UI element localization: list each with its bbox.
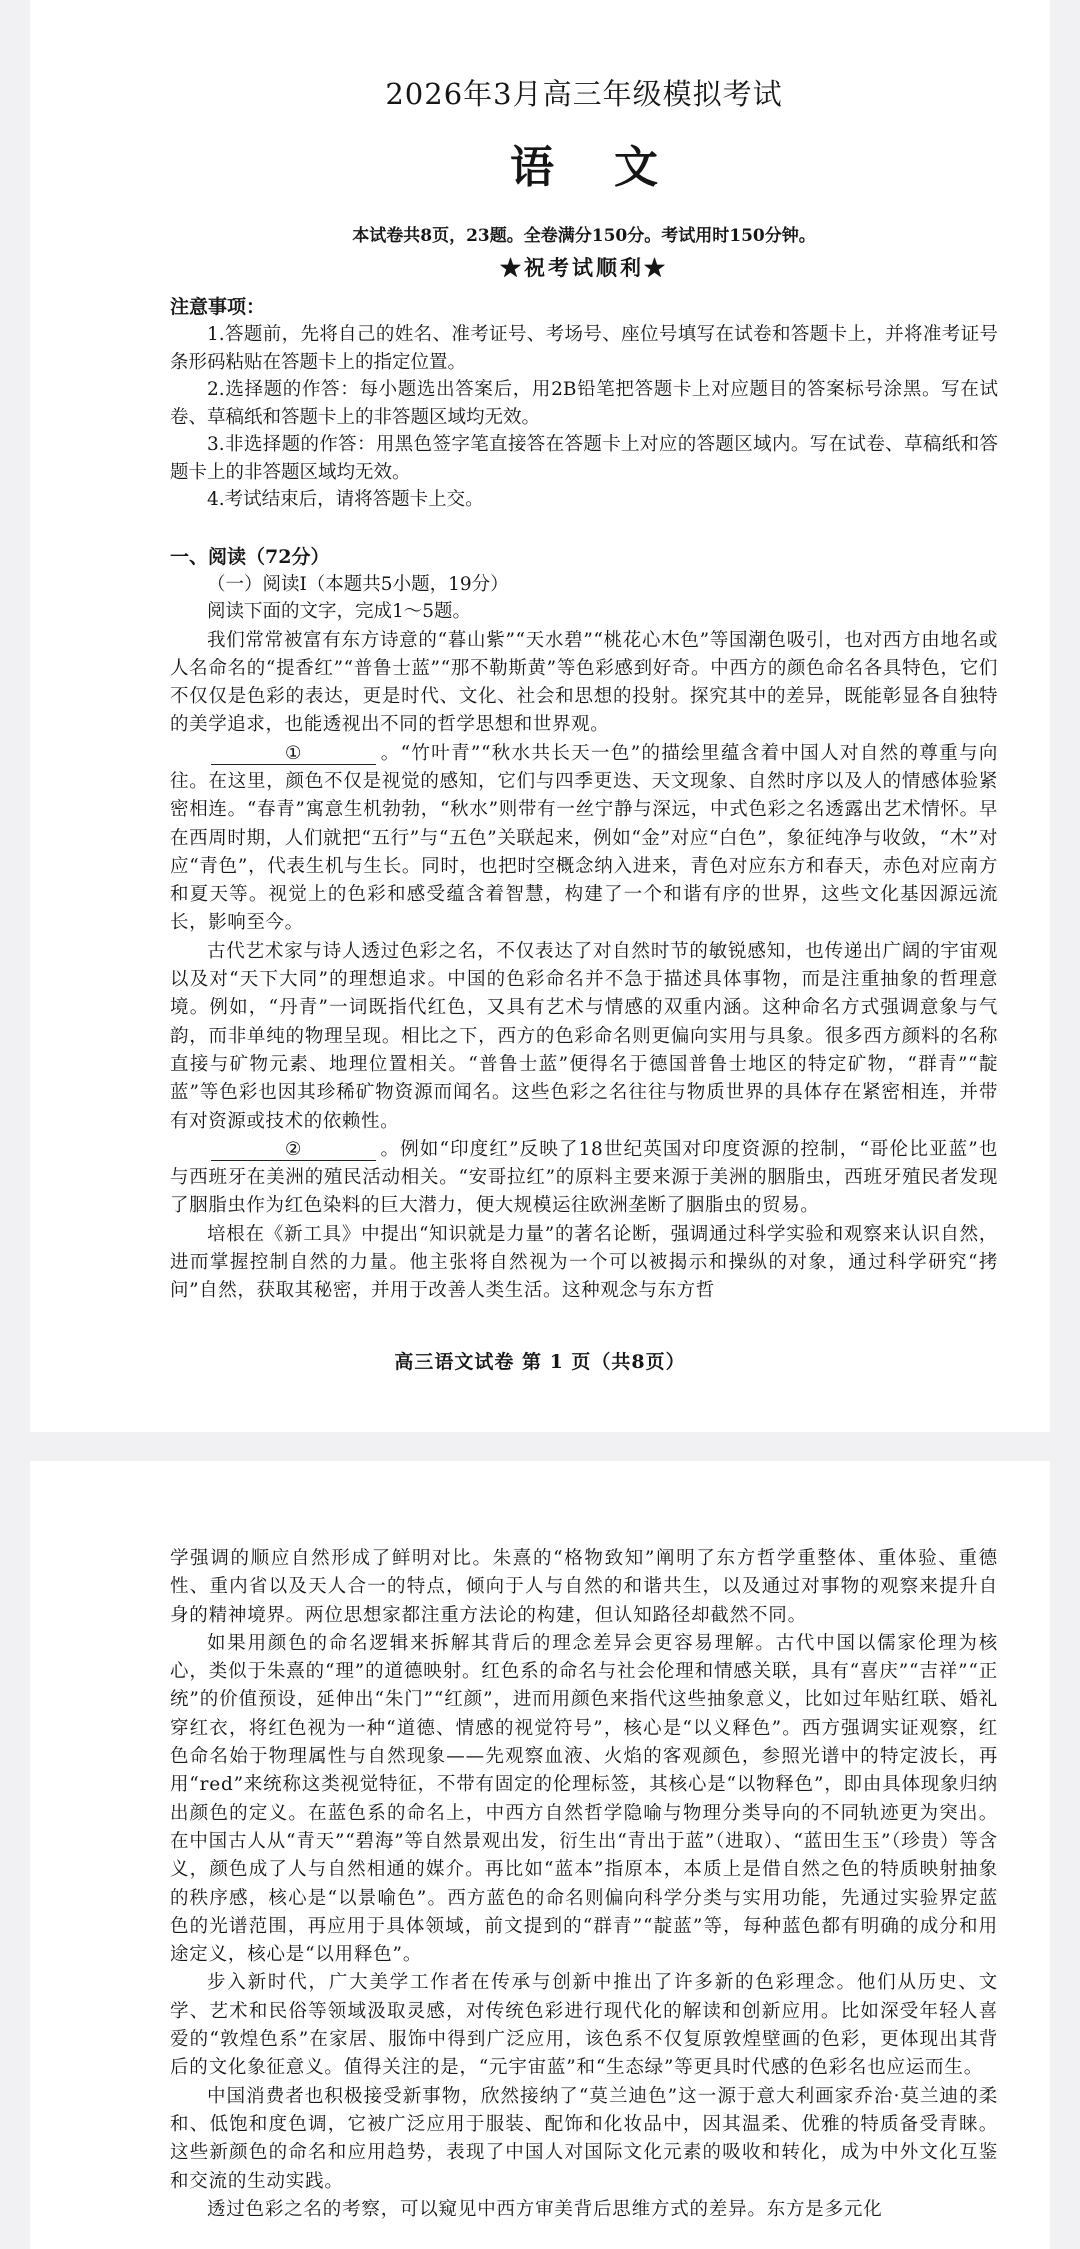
subject-title: 语文	[510, 142, 718, 193]
blank-number: ②	[284, 1138, 303, 1160]
passage-paragraph: 我们常常被富有东方诗意的“暮山紫”“天水碧”“桃花心木色”等国潮色吸引，也对西方由地名或人名命名的“提香红”“普鲁士蓝”“那不勒斯黄”等色彩感到好奇。中西方的颜色命名各具特色，它们不仅仅是色彩的表达，更是时代、文化、社会和思想的投射。探究其中的差异，既能彰显各自独特的美学追求，也能透视出不同的哲学思想和世界观。	[170, 629, 998, 736]
notice-title: 注意事项：	[170, 296, 266, 318]
passage-paragraph: 如果用颜色的命名逻辑来拆解其背后的理念差异会更容易理解。古代中国以儒家伦理为核心，类似于朱熹的“理”的道德映射。红色系的命名与社会伦理和情感关联，具有“喜庆”“吉祥”“正统”的价值预设，延伸出“朱门”“红颜”，进而用颜色来指代这些抽象意义，比如过年贴红联、婚礼穿红衣，将红色视为一种“道德、情感的视觉符号”，核心是“以义释色”。西方强调实证观察，红色命名始于物理属性与自然现象——先观察血液、火焰的客观颜色，参照光谱中的特定波长，再用“red”来统称这类视觉特征，不带有固定的伦理标签，其核心是“以物释色”，即由具体现象归纳出颜色的定义。在蓝色系的命名上，中西方自然哲学隐喻与物理分类导向的不同轨迹更为突出。在中国古人从“青天”“碧海”等自然景观出发，衍生出“青出于蓝”（进取）、“蓝田生玉”（珍贵）等含义，颜色成了人与自然相通的媒介。再比如“蓝本”指原本，本质上是借自然之色的特质映射抽象的秩序感，核心是“以景喻色”。西方蓝色的命名则偏向科学分类与实用功能，先通过实验界定蓝色的光谱范围，再应用于具体领域，前文提到的“群青”“靛蓝”等，每种蓝色都有明确的成分和用途定义，核心是“以用释色”。	[170, 1632, 998, 1966]
passage-paragraph: 培根在《新工具》中提出“知识就是力量”的著名论断，强调通过科学实验和观察来认识自然，进而掌握控制自然的力量。他主张将自然视为一个可以被揭示和操纵的对象，通过科学研究“拷问”自然，获取其秘密，并用于改善人类生活。这种观念与东方哲	[170, 1223, 998, 1302]
passage-paragraph: 古代艺术家与诗人透过色彩之名，不仅表达了对自然时节的敏锐感知，也传递出广阔的宇宙观以及对“天下大同”的理想追求。中国的色彩命名并不急于描述具体事物，而是注重抽象的哲理意境。例如，“丹青”一词既指代红色，又具有艺术与情感的双重内涵。这种命名方式强调意象与气韵，而非单纯的物理呈现。相比之下，西方的色彩命名则更偏向实用与具象。很多西方颜料的名称直接与矿物元素、地理位置相关。“普鲁士蓝”便得名于德国普鲁士地区的特定矿物，“群青”“靛蓝”等色彩也因其珍稀矿物资源而闻名。这些色彩之名往往与物质世界的具体存在紧密相连，并带有对资源或技术的依赖性。	[170, 940, 998, 1132]
exam-info: 本试卷共8页，23题。全卷满分150分。考试用时150分钟。	[352, 226, 816, 246]
good-luck-banner: ★祝考试顺利★	[500, 255, 668, 280]
passage-paragraph: 学强调的顺应自然形成了鲜明对比。朱熹的“格物致知”阐明了东方哲学重整体、重体验、重德性、重内省以及天人合一的特点，倾向于人与自然的和谐共生，以及通过对事物的观察来提升自身的精神境界。两位思想家都注重方法论的构建，但认知路径却截然不同。	[170, 1548, 998, 1626]
passage-paragraph: 中国消费者也积极接受新事物，欣然接纳了“莫兰迪色”这一源于意大利画家乔治·莫兰迪的柔和、低饱和度色调，它被广泛应用于服装、配饰和化妆品中，因其温柔、优雅的特质备受青睐。这些新颜色的命名和应用趋势，表现了中国人对国际文化元素的吸收和转化，成为中外文化互鉴和交流的生动实践。	[170, 2085, 998, 2192]
exam-page-2	[30, 1461, 1050, 2249]
passage-paragraph: 步入新时代，广大美学工作者在传承与创新中推出了许多新的色彩理念。他们从历史、文学、艺术和民俗等领域汲取灵感，对传统色彩进行现代化的解读和创新应用。比如深受年轻人喜爱的“敦煌色系”在家居、服饰中得到广泛应用，该色系不仅复原敦煌壁画的色彩，更体现出其背后的文化象征意义。值得关注的是，“元宇宙蓝”和“生态绿”等更具时代感的色彩名也应运而生。	[170, 1972, 998, 2079]
notice-item: 4.考试结束后，请将答题卡上交。	[207, 489, 484, 510]
passage-paragraph	[170, 1136, 998, 1221]
notice-item: 1.答题前，先将自己的姓名、准考证号、考场号、座位号填写在试卷和答题卡上，并将准考证号条形码粘贴在答题卡上的指定位置。	[170, 324, 998, 373]
notice-item: 3.非选择题的作答：用黑色签字笔直接答在答题卡上对应的答题区域内。写在试卷、草稿纸和答题卡上的非答题区域均无效。	[170, 434, 998, 483]
section-title: 一、阅读（72分）	[170, 545, 330, 568]
passage-paragraph: 透过色彩之名的考察，可以窥见中西方审美背后思维方式的差异。东方是多元化	[207, 2198, 883, 2220]
passage-paragraph	[170, 740, 998, 938]
answer-blank-2	[211, 1140, 376, 1161]
page-footer: 高三语文试卷 第 1 页（共8页）	[394, 1351, 686, 1373]
answer-blank-1	[211, 744, 376, 765]
reading-instruction: 阅读下面的文字，完成1～5题。	[207, 600, 472, 622]
blank-number: ①	[284, 742, 303, 764]
exam-title: 2026年3月高三年级模拟考试	[385, 77, 783, 111]
passage-text: 。“竹叶青”“秋水共长天一色”的描绘里蕴含着中国人对自然的尊重与向往。在这里，颜色不仅是视觉的感知，它们与四季更迭、天文现象、自然时序以及人的情感体验紧密相连。“春青”寓意生机勃勃，“秋水”则带有一丝宁静与深远，中式色彩之名透露出艺术情怀。早在西周时期，人们就把“五行”与“五色”关联起来，例如“金”对应“白色”，象征纯净与收敛，“木”对应“青色”，代表生机与生长。同时，也把时空概念纳入进来，青色对应东方和春天，赤色对应南方和夏天等。视觉上的色彩和感受蕴含着智慧，构建了一个和谐有序的世界，这些文化基因源远流长，影响至今。	[170, 742, 998, 934]
exam-page-1	[30, 0, 1050, 1432]
passage-text: 。例如“印度红”反映了18世纪英国对印度资源的控制，“哥伦比亚蓝”也与西班牙在美洲的殖民活动相关。“安哥拉红”的原料主要来源于美洲的胭脂虫，西班牙殖民者发现了胭脂虫作为红色染料的巨大潜力，便大规模运往欧洲垄断了胭脂虫的贸易。	[170, 1138, 998, 1217]
notice-item: 2.选择题的作答：每小题选出答案后，用2B铅笔把答题卡上对应题目的答案标号涂黑。写在试卷、草稿纸和答题卡上的非答题区域均无效。	[170, 379, 998, 428]
subsection-title: （一）阅读Ⅰ（本题共5小题，19分）	[207, 573, 509, 595]
